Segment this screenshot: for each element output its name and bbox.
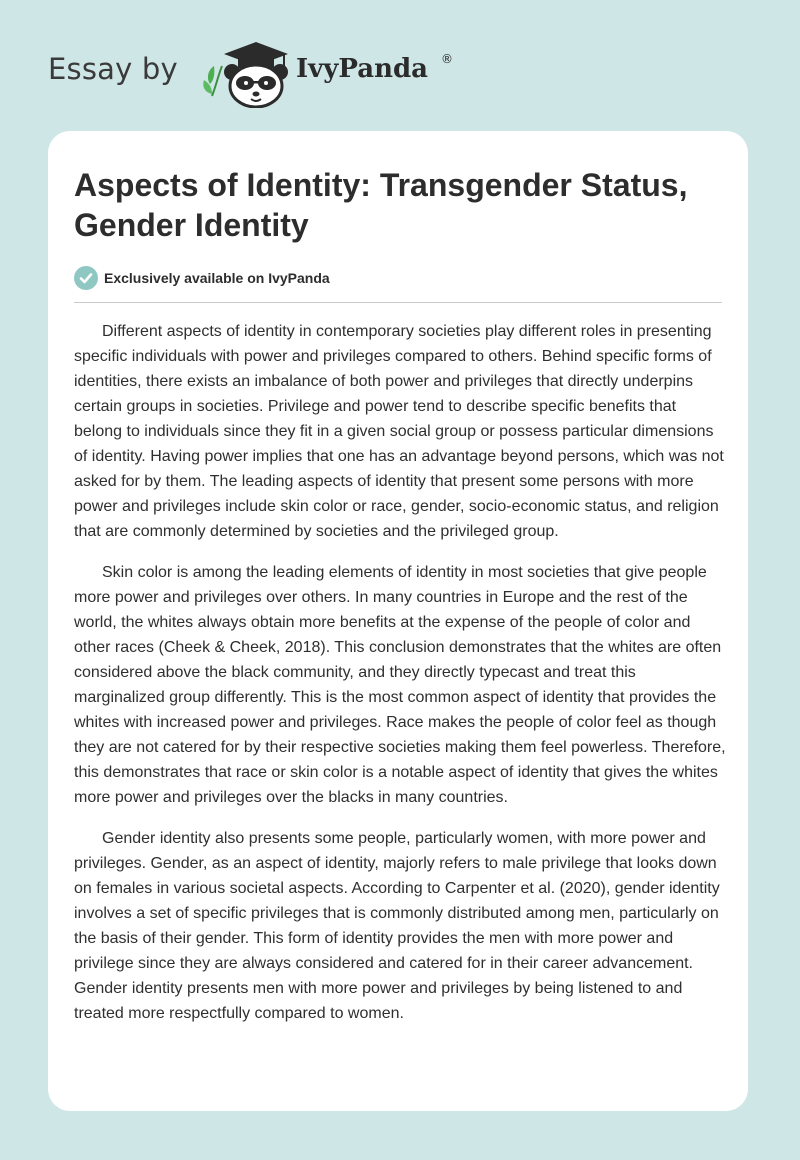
paragraph: Different aspects of identity in contemporary societies play different roles in presenting specific individuals with power and privileges compared to others. Behind specific forms of identities, there exists an imbalance of both power and privileges that directly underpins certain groups in societies. Privilege and power tend to describe specific benefits that belong to individuals since they fit in a given social group or possess particular dimensions of identity. Having power implies that one has an advantage beyond persons, which was not asked for by them. The leading aspects of identity that present some persons with more power and privileges include skin color or race, gender, socio-economic status, and religion that are commonly determined by societies and the privileged group. <box>74 323 724 540</box>
essay-by-label: Essay by <box>48 52 178 86</box>
registered-mark: ® <box>441 52 453 66</box>
essay-body <box>74 319 726 1042</box>
check-icon <box>74 266 98 290</box>
panda-logo-icon[interactable] <box>198 36 290 108</box>
essay-card <box>48 131 748 1111</box>
paragraph: Gender identity also presents some people, particularly women, with more power and privileges. Gender, as an aspect of identity, majorly refers to male privilege that looks down on females in various societal aspects. According to Carpenter et al. (2020), gender identity involves a set of specific privileges that is commonly distributed among men, particularly on the basis of their gender. This form of identity provides the men with more power and privilege since they are always considered and catered for in their career advancement. Gender identity presents men with more power and privileges by being listened to and treated more respectfully compared to women. <box>74 830 720 1022</box>
divider <box>74 302 722 303</box>
exclusive-badge-label: Exclusively available on IvyPanda <box>104 270 330 286</box>
brand-name[interactable]: IvyPanda <box>296 54 429 84</box>
site-header <box>0 0 800 130</box>
exclusive-badge <box>74 265 330 291</box>
paragraph: Skin color is among the leading elements of identity in most societies that give people more power and privileges over others. In many countries in Europe and the rest of the world, the whites always obtain more benefits at the expense of the people of color and other races (Cheek & Cheek, 2018). This conclusion demonstrates that the whites are often considered above the black community, and they directly typecast and treat this marginalized group differently. This is the most common aspect of identity that provides the whites with increased power and privileges. Race makes the people of color feel as though they are not catered for by their respective societies making them feel powerless. Therefore, this demonstrates that race or skin color is a notable aspect of identity that gives the whites more power and privileges over the blacks in many countries. <box>74 564 726 806</box>
page-title: Aspects of Identity: Transgender Status, Gender Identity <box>74 167 688 243</box>
